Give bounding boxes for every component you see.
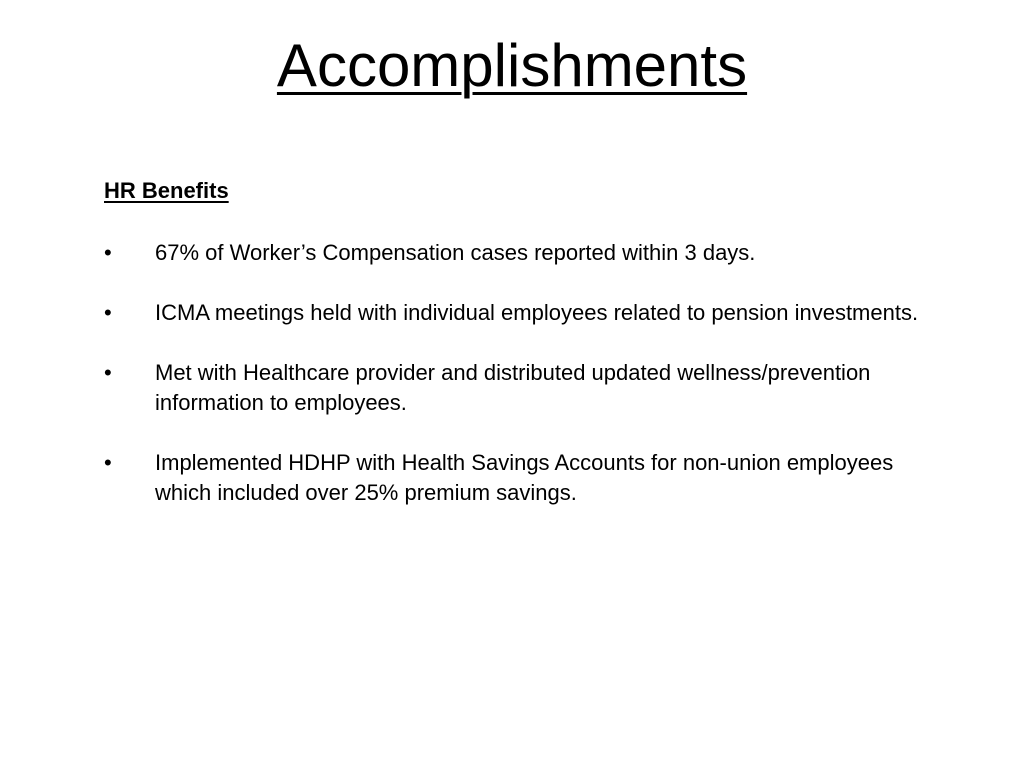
list-item <box>104 358 924 418</box>
bullet-text: ICMA meetings held with individual employees related to pension investments. <box>155 300 919 325</box>
bullet-icon: • <box>104 450 112 475</box>
bullet-icon: • <box>104 300 112 325</box>
section-heading: HR Benefits <box>104 178 229 203</box>
bullet-icon: • <box>104 240 112 265</box>
slide-title: Accomplishments <box>276 32 748 99</box>
list-item <box>104 448 924 508</box>
list-item <box>104 298 924 328</box>
bullet-text: Implemented HDHP with Health Savings Accounts for non-union employees which included over 25% premium savings. <box>155 450 894 505</box>
bullet-text: Met with Healthcare provider and distributed updated wellness/prevention information to employees. <box>155 360 871 415</box>
bullet-list <box>104 238 924 508</box>
bullet-text: 67% of Worker’s Compensation cases reported within 3 days. <box>155 240 756 265</box>
slide-content <box>104 176 924 538</box>
list-item <box>104 238 924 268</box>
bullet-icon: • <box>104 360 112 385</box>
